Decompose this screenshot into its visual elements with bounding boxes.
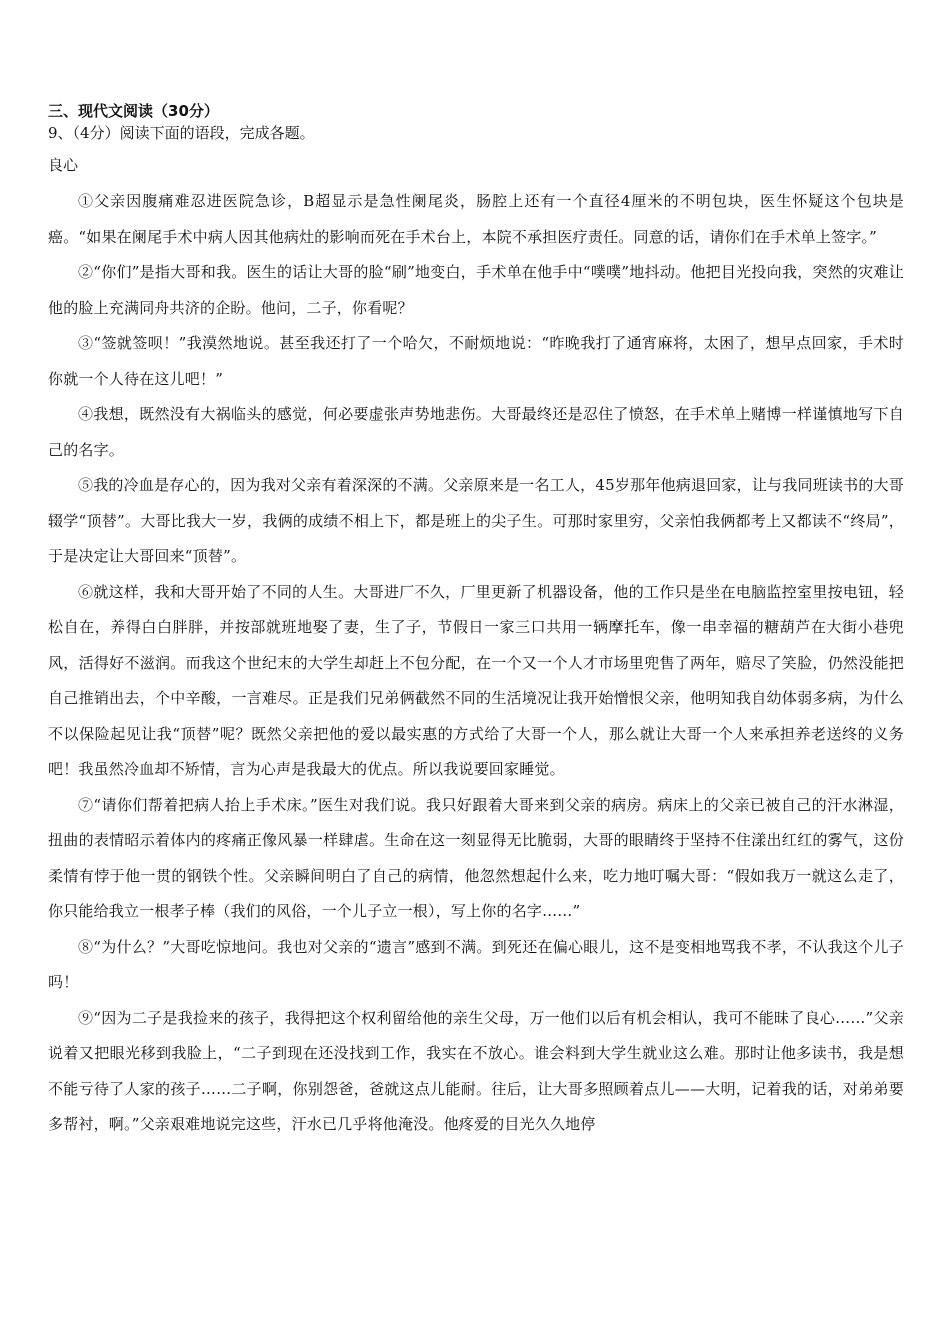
paragraph-6: ⑥就这样，我和大哥开始了不同的人生。大哥进厂不久，厂里更新了机器设备，他的工作只是坐在电脑监控室里按电钮，轻松自在，养得白白胖胖，并按部就班地娶了妻，生了子，节假日一家三口共用一辆摩托车，像一串幸福的糖葫芦在大街小巷兜风，活得好不滋润。而我这个世纪末的大学生却赶上不包分配，在一个又一个人才市场里兜售了两年，赔尽了笑脸，仍然没能把自己推销出去，个中辛酸，一言难尽。正是我们兄弟俩截然不同的生活境况让我开始憎恨父亲，他明知我自幼体弱多病，为什么不以保险起见让我“顶替”呢？既然父亲把他的爱以最实惠的方式给了大哥一个人，那么就让大哥一个人来承担养老送终的义务吧！我虽然冷血却不矫情，言为心声是我最大的优点。所以我说要回家睡觉。 [48, 582, 904, 778]
paragraph-1: ①父亲因腹痛难忍进医院急诊，B超显示是急性阑尾炎，肠腔上还有一个直径4厘米的不明包块，医生怀疑这个包块是癌。“如果在阑尾手术中病人因其他病灶的影响而死在手术台上，本院不承担医疗责任。同意的话，请你们在手术单上签字。” [48, 192, 904, 246]
paragraph-7: ⑦“请你们帮着把病人抬上手术床。”医生对我们说。我只好跟着大哥来到父亲的病房。病床上的父亲已被自己的汗水淋湿，扭曲的表情昭示着体内的疼痛正像风暴一样肆虐。生命在这一刻显得无比脆弱，大哥的眼睛终于坚持不住漾出红红的雾气，这份柔情有悖于他一贯的钢铁个性。父亲瞬间明白了自己的病情，他忽然想起什么来，吃力地叮嘱大哥：“假如我万一就这么走了，你只能给我立一根孝子棒（我们的风俗，一个儿子立一根），写上你的名字……” [48, 795, 904, 920]
document-page [48, 100, 904, 1143]
paragraph-5: ⑤我的冷血是存心的，因为我对父亲有着深深的不满。父亲原来是一名工人，45岁那年他病退回家，让与我同班读书的大哥辍学“顶替”。大哥比我大一岁，我俩的成绩不相上下，都是班上的尖子生。可那时家里穷，父亲怕我俩都考上又都读不“终局”，于是决定让大哥回来“顶替”。 [48, 476, 904, 565]
paragraph-3: ③“签就签呗！”我漠然地说。甚至我还打了一个哈欠，不耐烦地说：“昨晚我打了通宵麻将，太困了，想早点回家，手术时你就一个人待在这儿吧！” [48, 334, 904, 388]
paragraph-8: ⑧“为什么？”大哥吃惊地问。我也对父亲的“遗言”感到不满。到死还在偏心眼儿，这不是变相地骂我不孝，不认我这个儿子吗！ [48, 937, 904, 991]
question-prompt: 9、（4分）阅读下面的语段，完成各题。 [48, 124, 315, 142]
paragraph-9: ⑨“因为二子是我捡来的孩子，我得把这个权利留给他的亲生父母，万一他们以后有机会相认，我可不能昧了良心……”父亲说着又把眼光移到我脸上，“二子到现在还没找到工作，我实在不放心。谁会料到大学生就业这么难。那时让他多读书，我是想不能亏待了人家的孩子……二子啊，你别怨爸，爸就这点儿能耐。往后，让大哥多照顾着点儿——大明，记着我的话，对弟弟要多帮衬，啊。”父亲艰难地说完这些，汗水已几乎将他淹没。他疼爱的目光久久地停 [48, 1008, 904, 1133]
paragraph-4: ④我想，既然没有大祸临头的感觉，何必要虚张声势地悲伤。大哥最终还是忍住了愤怒，在手术单上赌博一样谨慎地写下自己的名字。 [48, 405, 904, 459]
section-heading: 三、现代文阅读（30分） [48, 102, 219, 120]
paragraph-2: ②“你们”是指大哥和我。医生的话让大哥的脸“刷”地变白，手术单在他手中“噗噗”地抖动。他把目光投向我，突然的灾难让他的脸上充满同舟共济的企盼。他问，二子，你看呢？ [48, 263, 904, 317]
article-title: 良心 [48, 156, 79, 174]
